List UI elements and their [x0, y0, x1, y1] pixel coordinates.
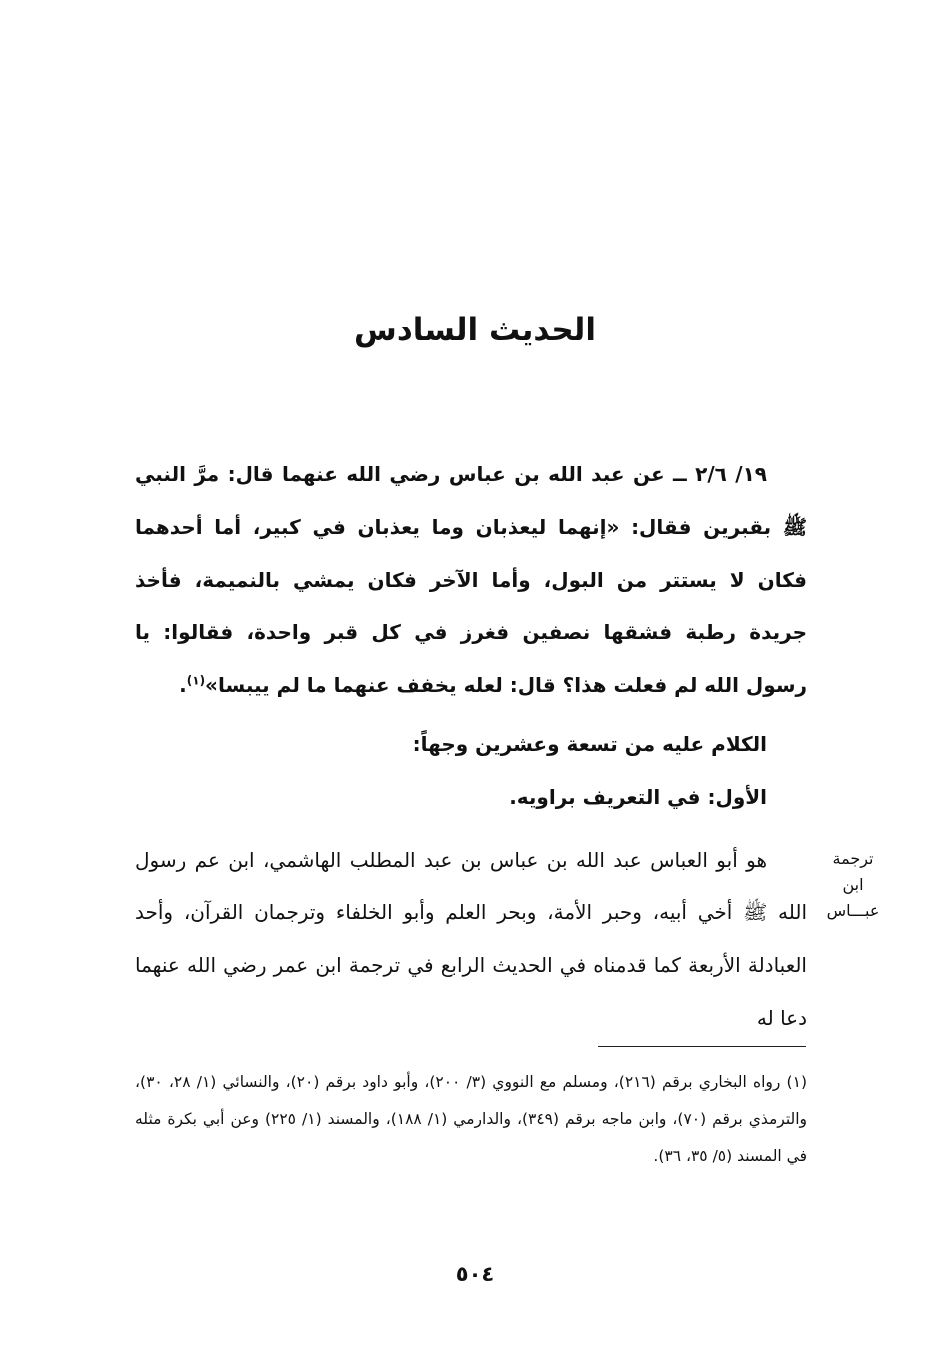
- biography-paragraph: هو أبو العباس عبد الله بن عباس بن عبد المطلب الهاشمي، ابن عم رسول الله ﷺ أخي أبيه، وحبر الأمة، وبحر العلم وأبو الخلفاء وترجمان القرآن، وأحد العبادلة الأربعة كما قدمناه في الحديث الرابع في ترجمة ابن عمر رضي الله عنهما دعا له: [135, 847, 807, 1030]
- footnote-divider: [598, 1046, 806, 1047]
- hadith-end: .: [179, 673, 187, 698]
- hadith-paragraph: [135, 448, 807, 712]
- footnote: [135, 1064, 807, 1175]
- hadith-heading: الحديث السادس: [354, 312, 596, 348]
- page-number: ٥٠٤: [455, 1262, 495, 1286]
- margin-note-line: ترجمة ابن: [832, 849, 874, 894]
- main-text: [135, 448, 807, 1045]
- footnote-reference: (١): [186, 673, 206, 688]
- margin-note-line: عبـــاس: [826, 901, 880, 920]
- discussion-intro: الكلام عليه من تسعة وعشرين وجهاً:: [412, 731, 767, 756]
- footnote-text: (١) رواه البخاري برقم (٢١٦)، ومسلم مع النووي (٣/ ٢٠٠)، وأبو داود برقم (٢٠)، والنسائي (١/ ٢٨، ٣٠)، والترمذي برقم (٧٠)، وابن ماجه برقم (٣٤٩)، والدارمي (١/ ١٨٨)، والمسند (١/ ٢٢٥) وعن أبي بكرة مثله في المسند (٥/ ٣٥، ٣٦).: [135, 1073, 808, 1165]
- hadith-text: ١٩/ ٢/٦ ــ عن عبد الله بن عباس رضي الله عنهما قال: مرَّ النبي ﷺ بقبرين فقال: «إنهما ليعذبان وما يعذبان في كبير، أما أحدهما فكان لا يستتر من البول، وأما الآخر فكان يمشي بالنميمة، فأخذ جريدة رطبة فشقها نصفين فغرز في كل قبر واحدة، فقالوا: يا رسول الله لم فعلت هذا؟ قال: لعله يخفف عنهما ما لم ييبسا»: [135, 462, 807, 698]
- margin-note: [822, 846, 884, 924]
- first-aspect: الأول: في التعريف براويه.: [509, 784, 767, 809]
